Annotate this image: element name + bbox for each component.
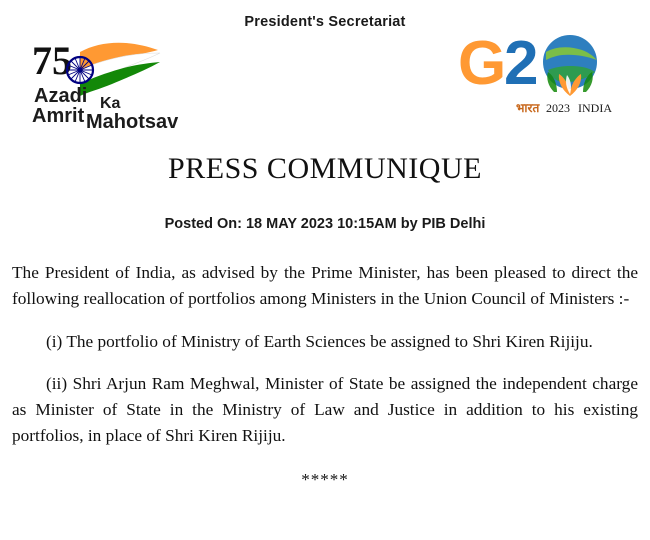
amrit-logo-numeral: 75	[32, 38, 72, 83]
document-header	[0, 0, 650, 130]
organisation-title: President's Secretariat	[244, 14, 406, 30]
g20-subtitle-hindi: भारत	[516, 101, 540, 115]
document-body	[0, 152, 650, 490]
posted-on-line: Posted On: 18 MAY 2023 10:15AM by PIB Delhi	[164, 216, 486, 232]
point-2-paragraph: (ii) Shri Arjun Ram Meghwal, Minister of State be assigned the independent charge as Minister of State in the Ministry of Law and Justice in addition to his existing portfolios, in place of Shri Kiren Rijiju.	[12, 373, 638, 446]
amrit-logo-line2: Amrit	[32, 105, 85, 127]
g20-logo	[458, 26, 628, 126]
azadi-ka-amrit-mahotsav-logo	[18, 26, 193, 131]
footer-marks: *****	[301, 469, 349, 489]
amrit-logo-line2b: Mahotsav	[86, 111, 179, 131]
page-title: PRESS COMMUNIQUE	[168, 152, 482, 185]
g20-subtitle-country: INDIA	[578, 101, 612, 115]
g20-letter-g: G	[458, 29, 507, 98]
amrit-logo-line1b: Ka	[100, 95, 121, 112]
g20-numeral-2: 2	[504, 29, 539, 98]
point-1-paragraph: (i) The portfolio of Ministry of Earth Sciences be assigned to Shri Kiren Rijiju.	[46, 331, 593, 351]
g20-subtitle-year: 2023	[546, 101, 570, 115]
amrit-logo-line1: Azadi	[34, 85, 88, 107]
intro-paragraph: The President of India, as advised by the Prime Minister, has been pleased to direct the following reallocation of portfolios among Ministers in the Union Council of Ministers :-	[12, 263, 638, 309]
